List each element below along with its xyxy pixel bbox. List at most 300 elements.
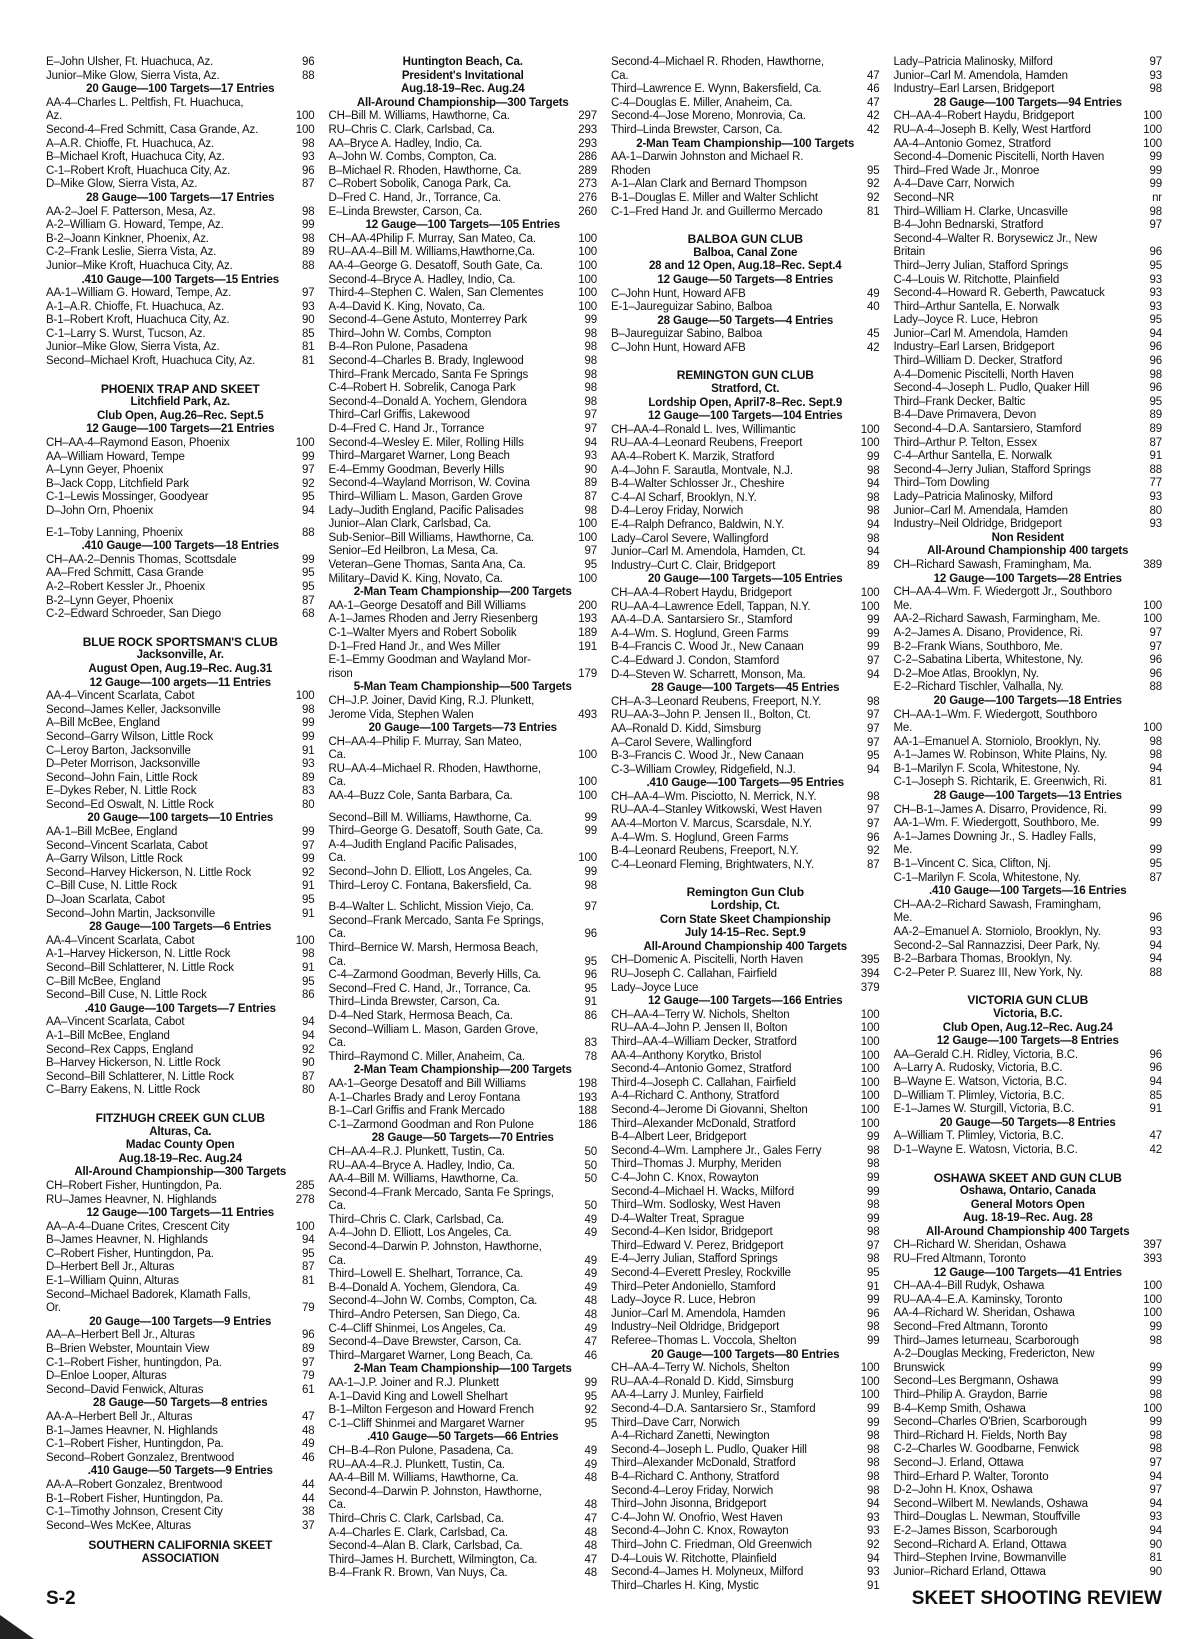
shooter-entry: Third–Charles H. King, Mystic [611, 1579, 759, 1592]
result-line [894, 899, 1163, 913]
event-heading: ASSOCIATION [141, 1552, 219, 1565]
result-line [611, 83, 880, 97]
score: 98 [867, 1144, 880, 1157]
shooter-entry: E-4–Ralph Defranco, Baldwin, N.Y. [611, 519, 785, 531]
score: 293 [578, 137, 597, 150]
result-line [46, 772, 315, 786]
shooter-entry: Second–Bill Schlatterer, N. Little Rock [46, 1070, 234, 1083]
shooter-entry: Second–Robert Gonzalez, Brentwood [46, 1451, 235, 1464]
shooter-entry: Veteran–Gene Thomas, Santa Ana, Ca. [328, 558, 526, 571]
shooter-entry: Or. [46, 1302, 61, 1315]
result-line [46, 567, 315, 581]
shooter-entry: Third–Margaret Warner, Long Beach, Ca. [328, 1349, 534, 1362]
result-line [611, 1226, 880, 1240]
result-line [329, 1092, 598, 1106]
shooter-entry: Second-4–Leroy Friday, Norwich [611, 1484, 774, 1497]
score: 98 [584, 355, 597, 368]
result-line [611, 1050, 880, 1064]
score: 86 [302, 989, 315, 1002]
score: 98 [1149, 205, 1162, 218]
shooter-entry: AA-1–Emanuel A. Storniolo, Brooklyn, Ny. [893, 735, 1101, 748]
shooter-entry: E–John Ulsher, Ft. Huachuca, Az. [46, 56, 214, 68]
shooter-entry: CH–AA-4–Wm. F. Wiedergott Jr., Southboro [893, 586, 1112, 599]
result-line [894, 641, 1163, 655]
shooter-entry: C-4–Leonard Fleming, Brightwaters, N.Y. [611, 858, 814, 871]
club-title: VICTORIA GUN CLUB [967, 993, 1089, 1008]
score: 81 [867, 205, 880, 218]
score: 94 [1149, 1497, 1162, 1510]
score: 49 [584, 1213, 597, 1226]
result-line [329, 545, 598, 559]
score: 38 [302, 1506, 315, 1519]
score: 48 [584, 1499, 597, 1512]
result-line [329, 956, 598, 970]
score: 100 [860, 1090, 880, 1103]
shooter-entry: CH–Richard Sawash, Framingham, Ma. [893, 558, 1092, 571]
score: 49 [302, 1438, 315, 1451]
score: 92 [302, 1043, 315, 1056]
score: 47 [867, 69, 880, 82]
shooter-entry: RU–AA-4–Bryce A. Hadley, Indio, Ca. [328, 1159, 515, 1172]
score: 99 [1149, 844, 1162, 857]
score: 97 [302, 839, 315, 852]
shooter-entry: B-1–Robert Fisher, Huntingdon, Pa. [46, 1492, 224, 1505]
event-heading: 5-Man Team Championship—500 Targets [353, 681, 572, 694]
result-line [611, 709, 880, 723]
shooter-entry: CH–AA-4Philip F. Murray, San Mateo, Ca. [328, 232, 536, 245]
result-line [329, 915, 598, 929]
shooter-entry: AA–Ronald D. Kidd, Simsburg [611, 722, 761, 735]
result-line [46, 1234, 315, 1248]
result-line [894, 1416, 1163, 1430]
score: 99 [1149, 1361, 1162, 1374]
result-line [329, 1268, 598, 1282]
shooter-entry: Third–Frank Mercado, Santa Fe Springs [328, 368, 529, 381]
shooter-entry: B-4–Francis C. Wood Jr., New Canaan [611, 641, 804, 654]
result-line [611, 764, 880, 778]
shooter-entry: C-4–Arthur Santella, E. Norwalk [893, 450, 1052, 463]
shooter-entry: D-1–Wayne E. Watosn, Victoria, B.C. [893, 1143, 1078, 1156]
shooter-entry: D–Enloe Looper, Alturas [46, 1370, 167, 1383]
event-heading: Aug.18-19–Rec. Aug.24 [400, 83, 525, 96]
shooter-entry: AA-4–Anthony Korytko, Bristol [611, 1049, 762, 1062]
result-line [46, 464, 315, 478]
shooter-entry: Third–Chris C. Clark, Carlsbad, Ca. [328, 1213, 505, 1226]
event-heading: Stratford, Ct. [711, 383, 780, 396]
event-heading: 20 Gauge—100 Targets—80 Entries [651, 1348, 840, 1361]
shooter-entry: D-1–Fred Hand Jr., and Wes Miller [328, 640, 501, 653]
result-line [894, 369, 1163, 383]
result-line [894, 437, 1163, 451]
score: 81 [302, 355, 315, 368]
shooter-entry: B-1–Robert Kroft, Huachuca City, Az. [46, 314, 230, 327]
score: 78 [584, 1050, 597, 1063]
shooter-entry: CH–AA-4–R.J. Plunkett, Tustin, Ca. [328, 1145, 505, 1158]
result-line [894, 967, 1163, 981]
score: 93 [1149, 926, 1162, 938]
shooter-entry: Industry–Earl Larsen, Bridgeport [893, 341, 1055, 354]
shooter-entry: Third-4–Joseph C. Callahan, Fairfield [611, 1076, 796, 1089]
shooter-entry: CH–Bill M. Williams, Hawthorne, Ca. [328, 110, 510, 123]
score: 100 [578, 572, 597, 585]
event-heading: .410 Gauge—50 Targets—9 Entries [87, 1465, 273, 1478]
score: 186 [578, 1118, 597, 1131]
shooter-entry: Third–Peter Andoniello, Stamford [611, 1280, 776, 1293]
result-line [611, 1158, 880, 1172]
score: 96 [1149, 246, 1162, 259]
result-line [894, 518, 1163, 532]
result-line [329, 1350, 598, 1364]
result-line [611, 1294, 880, 1308]
result-line [894, 505, 1163, 519]
score: 87 [1149, 436, 1162, 449]
result-line [329, 287, 598, 301]
score: 96 [1149, 654, 1162, 667]
event-heading: Non Resident [991, 531, 1064, 544]
result-line [329, 532, 598, 546]
shooter-entry: C–Robert Fisher, Huntingdon, Pa. [46, 1247, 214, 1260]
event-heading: 28 Gauge—100 Targets—6 Entries [89, 921, 272, 934]
score: 49 [584, 1322, 597, 1335]
result-line [329, 1336, 598, 1350]
shooter-entry: Second-4–Walter R. Borysewicz Jr., New [893, 232, 1097, 245]
score: 100 [860, 1375, 880, 1388]
score: 193 [578, 613, 597, 626]
result-line [611, 1430, 880, 1444]
result-line [46, 962, 315, 976]
club-title: BALBOA GUN CLUB [687, 232, 803, 247]
result-line [46, 97, 315, 111]
shooter-entry: D-4–Fred C. Hand Jr., Torrance [328, 423, 485, 436]
score: 95 [302, 894, 315, 907]
result-line [46, 151, 315, 165]
result-line [894, 681, 1163, 695]
result-line [329, 178, 598, 192]
club-title: PHOENIX TRAP AND SKEET [100, 381, 260, 396]
result-line [611, 1308, 880, 1322]
score: 100 [860, 1049, 880, 1062]
shooter-entry: E-1–James W. Sturgill, Victoria, B.C. [893, 1103, 1075, 1116]
result-line [329, 866, 598, 880]
shooter-entry: Third–James H. Burchett, Wilmington, Ca. [328, 1553, 538, 1566]
result-line [46, 1329, 315, 1343]
result-line [46, 1030, 315, 1044]
score: 50 [584, 1145, 597, 1158]
result-line [329, 1499, 598, 1513]
shooter-entry: Me. [893, 722, 913, 735]
score: 99 [867, 1171, 880, 1184]
result-line [46, 894, 315, 908]
result-line [46, 1071, 315, 1085]
score: 99 [867, 1185, 880, 1198]
shooter-entry: Third–Arthur P. Telton, Essex [893, 436, 1038, 449]
shooter-entry: Me. [893, 599, 913, 612]
score: 99 [1149, 164, 1162, 177]
score: 98 [867, 505, 880, 518]
shooter-entry: Third–George G. Desatoff, South Gate, Ca. [328, 825, 544, 838]
result-line [611, 1063, 880, 1077]
shooter-entry: A–Larry A. Rudosky, Victoria, B.C. [893, 1062, 1063, 1075]
shooter-entry: Ca. [328, 852, 346, 865]
result-line [894, 1375, 1163, 1389]
result-line [611, 1362, 880, 1376]
result-line [329, 138, 598, 152]
result-line [329, 151, 598, 165]
shooter-entry: Third–Carl Griffis, Lakewood [328, 409, 470, 422]
shooter-entry: CH–AA-4–Wm. Pisciotto, N. Merrick, N.Y. [611, 790, 817, 803]
result-line [46, 233, 315, 247]
result-line [611, 301, 880, 315]
result-line [611, 1036, 880, 1050]
result-line [611, 818, 880, 832]
shooter-entry: AA-2–Richard Sawash, Farmingham, Me. [893, 613, 1101, 626]
shooter-entry: AA-1–George Desatoff and Bill Williams [328, 1077, 526, 1090]
shooter-entry: D-2–Moe Atlas, Brooklyn, Ny. [893, 667, 1039, 680]
result-line [894, 1307, 1163, 1321]
result-line [46, 1438, 315, 1452]
event-heading: 12 Gauge—100 Targets—166 Entries [648, 995, 843, 1008]
score: 100 [860, 423, 880, 436]
score: 61 [302, 1383, 315, 1396]
score: 100 [860, 1103, 880, 1116]
event-heading: 2-Man Team Championship—200 Targets [353, 1064, 572, 1077]
shooter-entry: Second–Michael Badorek, Klamath Falls, [46, 1288, 251, 1301]
score: 95 [867, 1267, 880, 1280]
shooter-entry: B-1–Marilyn F. Scola, Whitestone, Ny. [893, 762, 1081, 775]
score: 44 [302, 1478, 315, 1491]
score: 98 [867, 1226, 880, 1239]
result-line [611, 1403, 880, 1417]
shooter-entry: C–John Hunt, Howard AFB [611, 287, 746, 300]
score: 100 [578, 232, 597, 245]
score: 91 [867, 1280, 880, 1293]
result-line [611, 832, 880, 846]
result-line [329, 1445, 598, 1459]
result-line [329, 1146, 598, 1160]
shooter-entry: Lady–Patricia Malinosky, Milford [893, 491, 1053, 503]
shooter-entry: C-2–Edward Schroeder, San Diego [46, 608, 221, 621]
shooter-entry: B-4–Richard C. Anthony, Stratford [611, 1470, 780, 1483]
result-line [329, 668, 598, 682]
event-heading: 28 Gauge—50 Targets—8 entries [93, 1397, 268, 1410]
shooter-entry: C-2–Sabatina Liberta, Whitestone, Ny. [893, 654, 1084, 667]
result-line [894, 1511, 1163, 1525]
result-line [46, 1343, 315, 1357]
shooter-entry: B–Brien Webster, Mountain View [46, 1343, 210, 1356]
score: 49 [584, 1444, 597, 1457]
event-heading: Litchfield Park, Az. [130, 396, 230, 409]
score: 97 [867, 818, 880, 831]
shooter-entry: Second-2–Sal Rannazzisi, Deer Park, Ny. [893, 939, 1101, 952]
event-heading: Madac County Open [125, 1139, 235, 1152]
result-line [329, 790, 598, 804]
result-line [894, 1103, 1163, 1117]
result-line [611, 110, 880, 124]
result-line [894, 274, 1163, 288]
result-line [894, 736, 1163, 750]
shooter-entry: Britain [893, 246, 926, 259]
shooter-entry: AA-1–Wm. F. Wiedergott, Southboro, Me. [893, 817, 1100, 830]
score: 96 [1149, 341, 1162, 354]
score: 100 [1143, 722, 1162, 735]
result-line [329, 192, 598, 206]
result-line [611, 1457, 880, 1471]
result-line [329, 613, 598, 627]
result-line [46, 731, 315, 745]
shooter-entry: Second-4–Joseph L. Pudlo, Quaker Hill [611, 1443, 807, 1456]
shooter-entry: Third–Stephen Irvine, Bowmanville [893, 1552, 1067, 1565]
score: 98 [867, 1430, 880, 1443]
result-line [611, 1253, 880, 1267]
result-line [611, 1471, 880, 1485]
score: 95 [867, 164, 880, 177]
score: 100 [860, 1022, 880, 1035]
score: 99 [867, 1416, 880, 1429]
shooter-entry: C-1–Lewis Mossinger, Goodyear [46, 491, 209, 504]
score: 88 [302, 69, 315, 82]
score: 99 [867, 1403, 880, 1415]
result-line [611, 669, 880, 683]
event-heading: July 14-15–Rec. Sept.9 [684, 927, 806, 940]
score: 100 [578, 776, 597, 789]
result-line [611, 1444, 880, 1458]
result-line [894, 287, 1163, 301]
shooter-entry: CH–AA-4–Philip F. Murray, San Mateo, [328, 735, 522, 748]
result-line [329, 165, 598, 179]
shooter-entry: AA-4–Charles L. Peltfish, Ft. Huachuca, [46, 96, 244, 109]
shooter-entry: CH–AA-4–Terry W. Nichols, Shelton [611, 1362, 790, 1375]
score: 100 [860, 1063, 880, 1076]
shooter-entry: AA-4–Antonio Gomez, Stratford [893, 137, 1051, 150]
score: 395 [860, 954, 880, 967]
shooter-entry: C–Bill Cuse, N. Little Rock [46, 880, 177, 893]
score: 95 [1149, 395, 1162, 408]
score: 99 [867, 641, 880, 654]
result-line [611, 478, 880, 492]
score: 98 [867, 1253, 880, 1266]
result-line [329, 1459, 598, 1473]
score: 98 [867, 1158, 880, 1171]
score: 97 [584, 545, 597, 558]
score: 100 [578, 259, 597, 272]
score: 94 [1149, 1524, 1162, 1537]
score: 98 [584, 341, 597, 354]
result-line [611, 982, 880, 996]
result-line [46, 70, 315, 84]
section-spacer [46, 519, 315, 527]
score: 99 [867, 627, 880, 640]
shooter-entry: D-4–Louis W. Ritchotte, Plainfield [611, 1552, 777, 1565]
column-4 [893, 56, 1163, 1578]
result-line [894, 1253, 1163, 1267]
score: 87 [1149, 871, 1162, 884]
result-line [46, 1044, 315, 1058]
shooter-entry: A-4–Judith England Pacific Palisades, [328, 838, 517, 851]
result-line [46, 867, 315, 881]
score: 100 [1143, 123, 1162, 136]
shooter-entry: Third–Arthur Santella, E. Norwalk [893, 300, 1060, 313]
score: 85 [302, 327, 315, 340]
shooter-entry: CH–AA-4–Robert Haydu, Bridgeport [893, 110, 1075, 123]
score: 98 [584, 879, 597, 892]
event-heading: President's Invitational [401, 69, 524, 82]
result-line [329, 709, 598, 723]
result-line [894, 586, 1163, 600]
shooter-entry: Second–John Fain, Little Rock [46, 771, 198, 784]
shooter-entry: C-4–Robert H. Sobrelik, Canoga Park [328, 382, 516, 395]
shooter-entry: Third–John W. Combs, Compton [328, 327, 492, 340]
result-line [329, 423, 598, 437]
shooter-entry: Third–Richard H. Fields, North Bay [893, 1429, 1067, 1442]
event-heading: 2-Man Team Championship—100 Targets [636, 137, 855, 150]
score: 93 [302, 758, 315, 771]
result-line [894, 1090, 1163, 1104]
shooter-entry: A-1–James W. Robinson, White Plains, Ny. [893, 749, 1108, 762]
shooter-entry: AA-1–Darwin Johnston and Michael R. [611, 151, 804, 164]
result-line [46, 1016, 315, 1030]
shooter-entry: Second-4–Howard R. Geberth, Pawcatuck [893, 287, 1105, 300]
score: 49 [584, 1268, 597, 1281]
section-spacer [329, 893, 598, 901]
result-line [329, 1119, 598, 1133]
result-line [894, 831, 1163, 845]
shooter-entry: C-4–Al Scharf, Brooklyn, N.Y. [611, 491, 757, 504]
score: 81 [302, 1275, 315, 1288]
shooter-entry: E–Linda Brewster, Carson, Ca. [328, 205, 483, 218]
results-page [46, 56, 1162, 1592]
shooter-entry: A-1–Charles Brady and Leroy Fontana [328, 1091, 521, 1104]
shooter-entry: A-4–Dave Carr, Norwich [893, 178, 1015, 191]
score: 68 [302, 608, 315, 621]
shooter-entry: Third-4–Stephen C. Walen, San Clementes [328, 287, 544, 300]
shooter-entry: Lady–Joyce Luce [611, 981, 699, 994]
shooter-entry: AA–Vincent Scarlata, Cabot [46, 1016, 185, 1029]
score: 98 [1149, 368, 1162, 381]
score: 89 [302, 771, 315, 784]
page-footer [46, 1588, 1162, 1610]
score: 91 [867, 1579, 880, 1592]
shooter-entry: E-2–Richard Tischler, Valhalla, Ny. [893, 681, 1064, 694]
score: 96 [1149, 1062, 1162, 1075]
shooter-entry: Junior–Mike Glow, Sierra Vista, Az. [46, 69, 220, 82]
shooter-entry: Industry–Neil Oldridge, Bridgeport [611, 1321, 780, 1334]
shooter-entry: Third–William D. Decker, Stratford [893, 355, 1063, 368]
score: 100 [295, 110, 315, 123]
score: 95 [584, 982, 597, 995]
result-line [894, 912, 1163, 926]
column-2 [328, 56, 598, 1580]
shooter-entry: Third–William L. Mason, Garden Grove [328, 491, 523, 503]
result-line [329, 1024, 598, 1038]
shooter-entry: Third–Lawrence E. Wynn, Bakersfield, Ca. [611, 83, 822, 96]
result-line [46, 948, 315, 962]
score: 98 [867, 491, 880, 504]
score: 94 [1149, 1075, 1162, 1088]
score: 92 [867, 178, 880, 191]
score: 79 [302, 1302, 315, 1315]
shooter-entry: Junior–Mike Glow, Sierra Vista, Az. [46, 341, 220, 354]
club-title: Remington Gun Club [686, 885, 804, 900]
shooter-entry: Third–Erhard P. Walter, Toronto [893, 1470, 1049, 1483]
shooter-entry: Ca. [328, 1200, 346, 1213]
shooter-entry: A-4–Domenic Piscitelli, North Haven [893, 368, 1074, 381]
result-line [894, 1062, 1163, 1076]
shooter-entry: RU–AA-4–Michael R. Rhoden, Hawthorne, [328, 762, 541, 775]
score: 95 [1149, 314, 1162, 327]
shooter-entry: Second–J. Erland, Ottawa [893, 1456, 1024, 1469]
shooter-entry: CH–Richard W. Sheridan, Oshawa [893, 1239, 1067, 1252]
event-heading: 28 Gauge—100 Targets—45 Entries [651, 682, 840, 695]
